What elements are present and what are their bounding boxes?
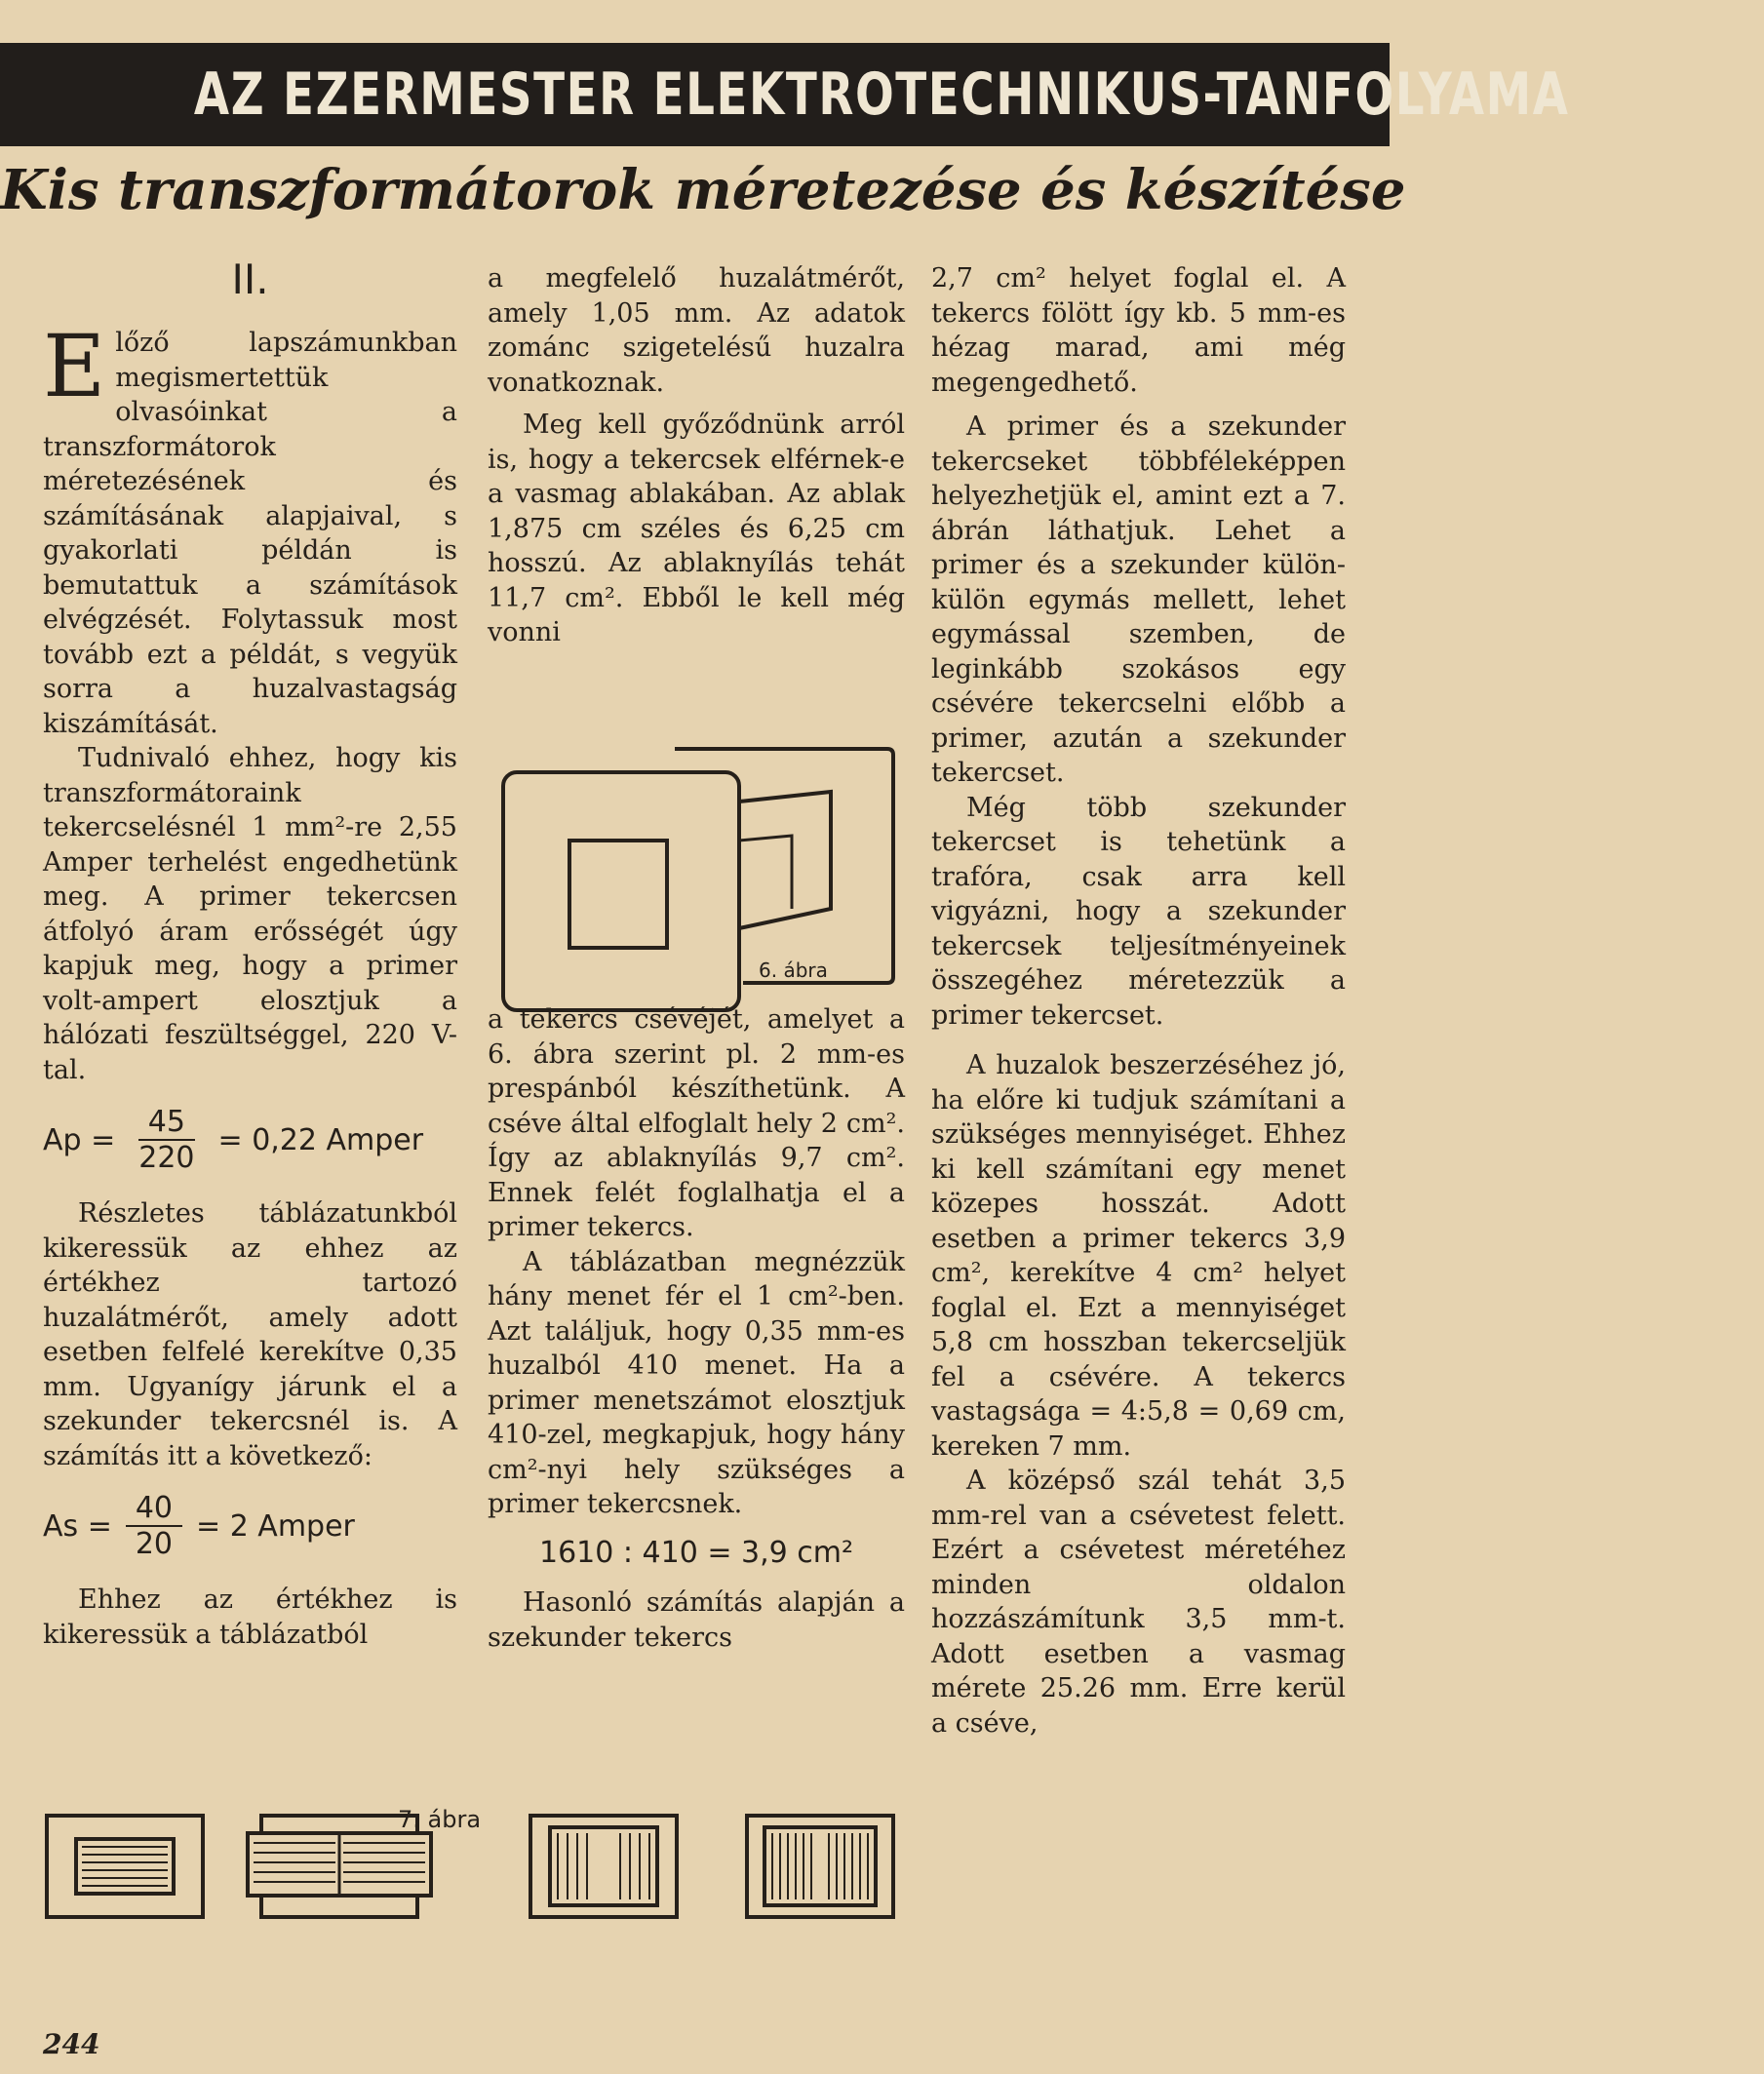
paragraph-2: Tudnivaló ehhez, hogy kis transzformátoraink tekercselésnél 1 mm²-re 2,55 Amper terhelést engedhetünk meg. A primer tekercsen átfolyó áram erősségét úgy kapjuk meg, hogy a primer volt-ampert elosztjuk a hálózati feszültséggel, 220 V-tal. (43, 743, 457, 1085)
column-2-top (488, 261, 905, 650)
formula-lhs: Ap = (43, 1122, 116, 1157)
paragraph-3: Részletes táblázatunkból kikeressük az ehhez az értékhez tartozó huzalátmérőt, amely adott esetben felfelé kerekítve 0,35 mm. Ugyanígy járunk el a szekunder tekercsnél is. A számítás itt a következő: (43, 1198, 457, 1471)
numerator: 45 (138, 1105, 195, 1141)
formula-lhs: As = (43, 1508, 112, 1544)
paragraph-3: Még több szekunder tekercset is tehetünk a trafóra, csak arra kell vigyázni, hogy a szekunder tekercsek teljesítményeinek összegéhez méretezzük a primer tekercset. (931, 792, 1346, 1031)
paragraph-2: Meg kell győződnünk arról is, hogy a tekercsek elférnek-e a vasmag ablakában. Az ablak 1,875 cm széles és 6,25 cm hosszú. Az ablaknyílás tehát 11,7 cm². Ebből le kell még vonni (488, 410, 905, 647)
page-number: 244 (43, 2028, 100, 2060)
part-number: II. (231, 255, 269, 303)
series-title: AZ EZERMESTER ELEKTROTECHNIKUS-TANFOLYAMA (193, 60, 1570, 129)
denominator: 20 (135, 1527, 174, 1561)
figure-7-caption: 7. ábra (398, 1806, 482, 1833)
figure-6-caption: 6. ábra (759, 959, 828, 982)
paragraph-4: Ehhez az értékhez is kikeressük a táblázatból (43, 1585, 457, 1650)
formula-rhs: = 2 Amper (196, 1508, 355, 1544)
paragraph-1 (43, 316, 457, 741)
article-title: Kis transzformátorok méretezése és készítése (0, 158, 1406, 222)
paragraph-5: Hasonló számítás alapján a szekunder tekercs (488, 1587, 905, 1653)
drop-cap: E (43, 316, 106, 416)
arrangement-concentric (747, 1816, 893, 1917)
equation-area: 1610 : 410 = 3,9 cm² (539, 1535, 853, 1570)
column-3 (931, 261, 1346, 1741)
column-1 (43, 255, 457, 1652)
formula-primary-current (43, 1105, 457, 1175)
arrangement-split (248, 1816, 431, 1917)
paragraph-1-text: lőző lapszámunkban megismertettük olvasóinkat a transzformátorok méretezésének és számításának alapjaival, s gyakorlati példán is bemutattuk a számítások elvégzését. Folytassuk most tovább ezt a példát, s vegyük sorra a huzalvastagság kiszámítását. (43, 328, 457, 739)
formula-secondary-current (43, 1491, 457, 1561)
arrangement-side-by-side (47, 1816, 203, 1917)
fraction (126, 1491, 182, 1561)
figure-7-winding-arrangements (43, 1812, 901, 1919)
numerator: 40 (126, 1491, 182, 1527)
paragraph-4: A huzalok beszerzéséhez jó, ha előre ki tudjuk számítani a szükséges mennyiséget. Ehhez ki kell számítani egy menet közepes hosszát. Adott esetben a primer tekercs 3,9 cm², kerekítve 4 cm² helyet foglal el. Ezt a mennyiséget 5,8 cm hosszban tekercseljük fel a csévére. A tekercs vastagsága = 4:5,8 = 0,69 cm, kereken 7 mm. (931, 1050, 1346, 1462)
denominator: 220 (138, 1141, 195, 1175)
column-2-bottom (488, 1002, 905, 1655)
series-banner (0, 43, 1570, 146)
paragraph-5: A középső szál tehát 3,5 mm-rel van a csévetest felett. Ezért a csévetest méretéhez minden oldalon hozzászámítunk 3,5 mm-t. Adott esetben a vasmag mérete 25.26 mm. Erre kerül a cséve, (931, 1466, 1346, 1739)
formula-rhs: = 0,22 Amper (217, 1122, 424, 1157)
paragraph-4: A táblázatban megnézzük hány menet fér el 1 cm²-ben. Azt találjuk, hogy 0,35 mm-es huzalból 410 menet. Ha a primer menetszámot elosztjuk 410-zel, megkapjuk, hogy hány cm²-nyi hely szükséges a primer tekercsnek. (488, 1246, 905, 1519)
paragraph-3: a tekercs csévéjét, amelyet a 6. ábra szerint pl. 2 mm-es prespánból készíthetünk. A cséve által elfoglalt hely 2 cm². Így az ablaknyílás 9,7 cm². Ennek felét foglalhatja el a primer tekercs. (488, 1004, 905, 1242)
paragraph-2: A primer és a szekunder tekercseket többféleképpen helyezhetjük el, amint ezt a 7. ábrán láthatjuk. Lehet a primer és a szekunder külön-külön egymás mellett, lehet egymással szemben, de leginkább szokásos egy csévére tekercselni előbb a primer, azután a szekunder tekercset. (931, 411, 1346, 788)
arrangement-opposite (530, 1816, 677, 1917)
paragraph-1: 2,7 cm² helyet foglal el. A tekercs fölött így kb. 5 mm-es hézag marad, ami még megengedhető. (931, 263, 1346, 398)
fraction (129, 1105, 204, 1175)
figure-6-coil-former (499, 733, 901, 1014)
paragraph-1: a megfelelő huzalátmérőt, amely 1,05 mm. Az adatok zománc szigetelésű huzalra vonatkoznak. (488, 263, 905, 398)
